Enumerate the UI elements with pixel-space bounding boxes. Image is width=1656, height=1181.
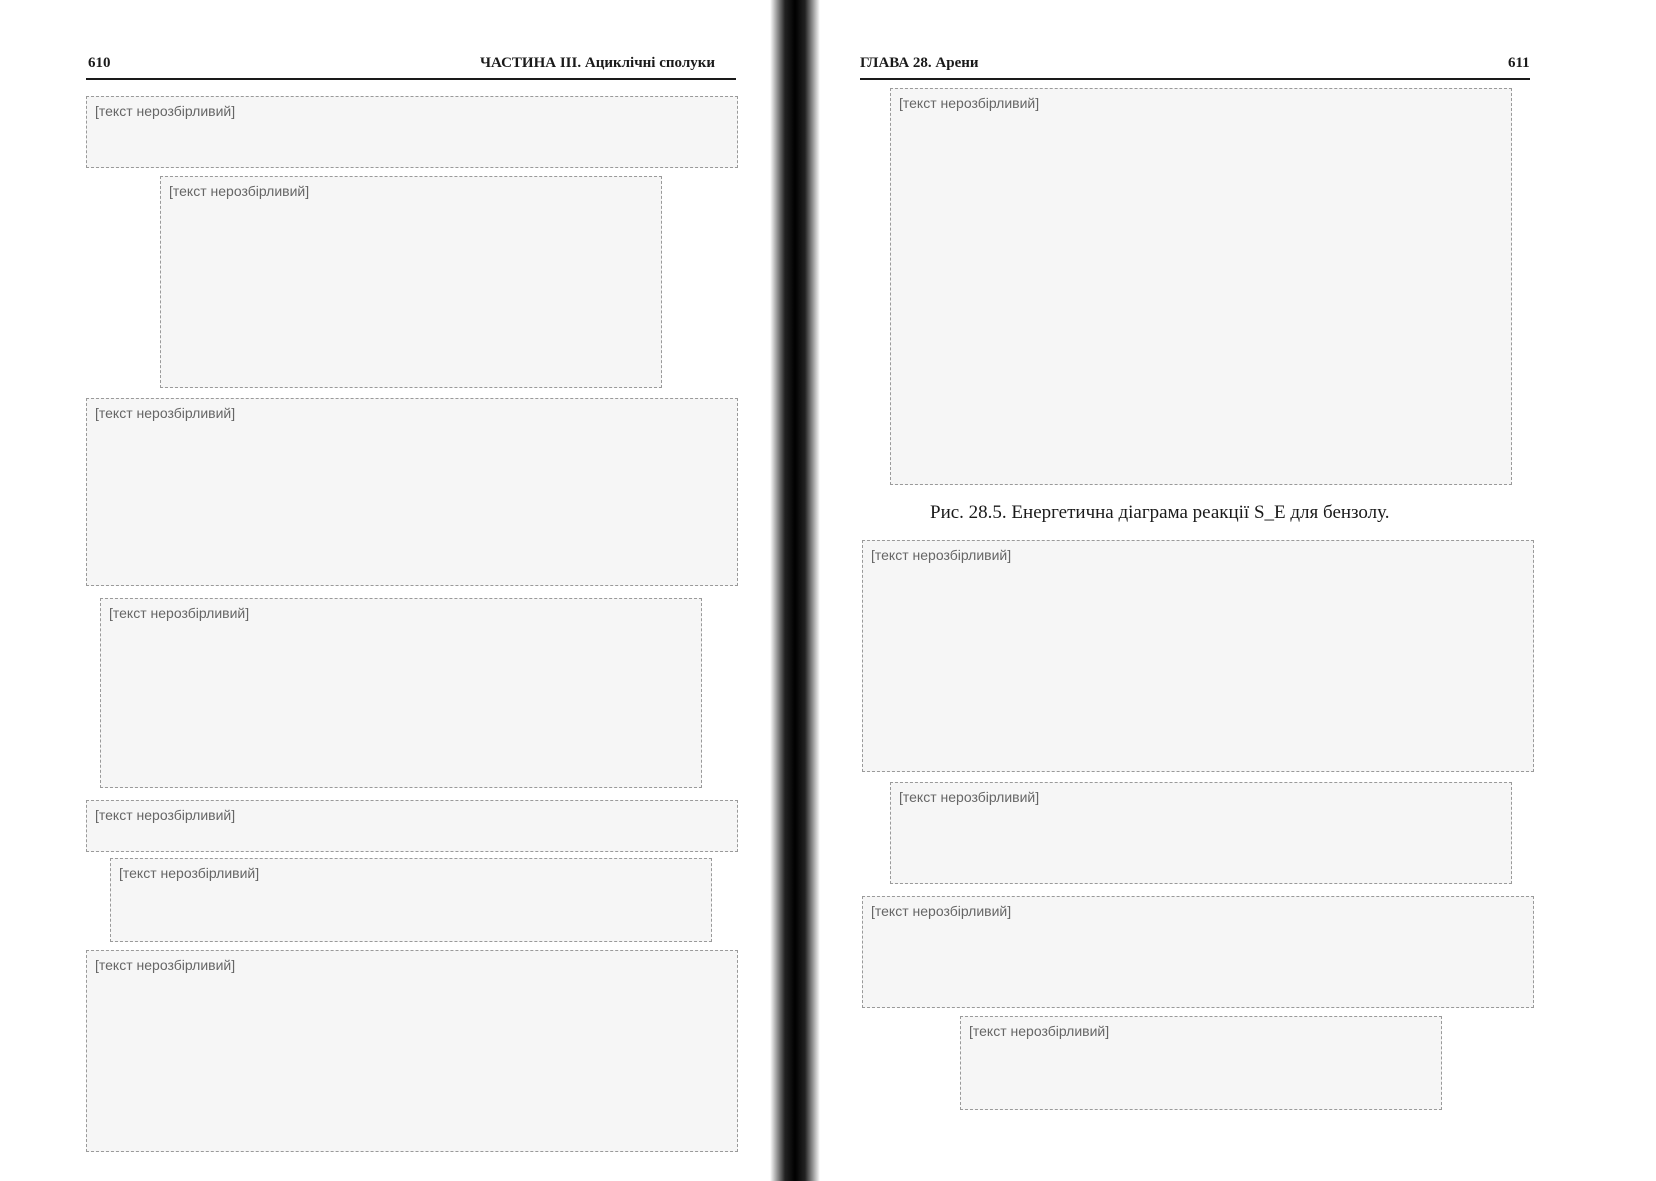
text-placeholder: [текст нерозбірливий] [862,896,1534,1008]
resonance-structures-placeholder: [текст нерозбірливий] [110,858,712,942]
book-spine [770,0,820,1181]
text-placeholder: [текст нерозбірливий] [86,398,738,586]
left-page [0,0,770,1181]
orbital-diagram-placeholder: [текст нерозбірливий] [100,598,702,788]
text-placeholder: [текст нерозбірливий] [862,540,1534,772]
running-header: ЧАСТИНА III. Ациклічні сполуки [480,55,716,71]
page-number: 610 [88,55,111,71]
text-placeholder: [текст нерозбірливий] [86,950,738,1152]
right-page [820,0,1656,1181]
reaction-scheme-placeholder: [текст нерозбірливий] [890,782,1512,884]
text-placeholder: [текст нерозбірливий] [86,800,738,852]
header-rule [860,78,1530,80]
page-number: 611 [1508,55,1530,71]
figure-caption: Рис. 28.5. Енергетична діаграма реакції S_E для бензолу. [930,502,1390,523]
running-header: ГЛАВА 28. Арени [860,55,979,71]
header-rule [86,78,736,80]
text-placeholder: [текст нерозбірливий] [86,96,738,168]
energy-diagram-placeholder: [текст нерозбірливий] [890,88,1512,485]
reaction-scheme-placeholder: [текст нерозбірливий] [960,1016,1442,1110]
reaction-scheme-placeholder: [текст нерозбірливий] [160,176,662,388]
